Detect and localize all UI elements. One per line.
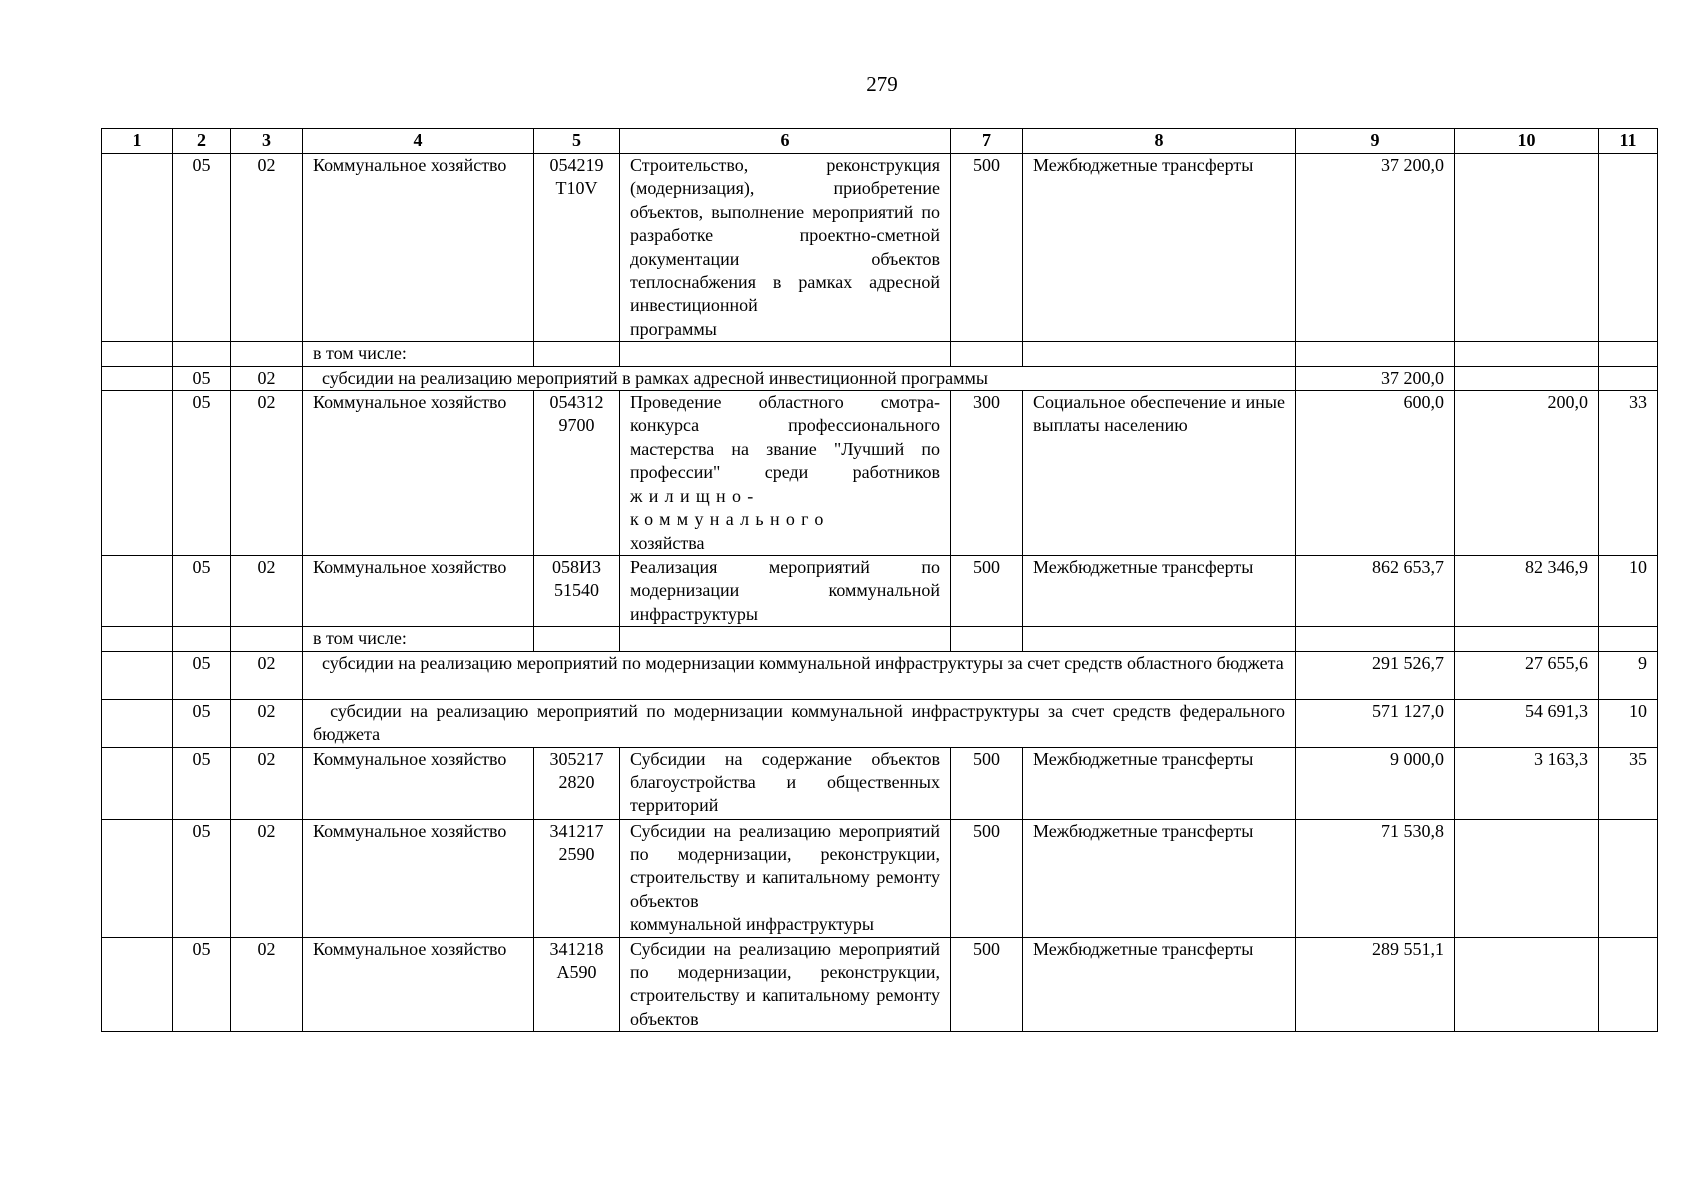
expense-text: Строительство, реконструкция (модернизация), приобретение объектов, выполнение мероприятий по разработке проектно-сметной документации объектов теплоснабжения в рамках адресной инвестиционной bbox=[630, 155, 940, 316]
column-header-10: 10 bbox=[1455, 129, 1599, 154]
section-name: Коммунальное хозяйство bbox=[303, 391, 534, 556]
target-code-line-1: 058И3 bbox=[552, 556, 601, 577]
column-header-4: 4 bbox=[303, 129, 534, 154]
amount-plan: 37 200,0 bbox=[1296, 154, 1455, 342]
column-header-1: 1 bbox=[102, 129, 173, 154]
column-header-6: 6 bbox=[620, 129, 951, 154]
subsidy-description bbox=[303, 651, 1296, 699]
table-row bbox=[102, 154, 1658, 342]
amount-plan: 289 551,1 bbox=[1296, 937, 1455, 1032]
cell-11 bbox=[1599, 342, 1658, 366]
cell-10 bbox=[1455, 342, 1599, 366]
expense-type-name: Межбюджетные трансферты bbox=[1023, 937, 1296, 1032]
amount-plan: 291 526,7 bbox=[1296, 651, 1455, 699]
amount-actual bbox=[1455, 819, 1599, 937]
subsection-code: 02 bbox=[231, 819, 303, 937]
cell-9 bbox=[1296, 627, 1455, 651]
expense-type-code: 300 bbox=[951, 391, 1023, 556]
cell-7 bbox=[951, 342, 1023, 366]
expense-text-spaced: жилищно-коммунального bbox=[630, 485, 830, 530]
subsection-code: 02 bbox=[231, 651, 303, 699]
amount-actual bbox=[1455, 154, 1599, 342]
subsection-code: 02 bbox=[231, 154, 303, 342]
page-number: 279 bbox=[866, 72, 898, 96]
including-label: в том числе: bbox=[303, 342, 534, 366]
cell-6 bbox=[620, 342, 951, 366]
percent: 10 bbox=[1599, 699, 1658, 747]
section-code: 05 bbox=[173, 937, 231, 1032]
section-name: Коммунальное хозяйство bbox=[303, 555, 534, 626]
target-code-line-2: T10V bbox=[555, 178, 598, 199]
target-code-line-2: 2820 bbox=[558, 771, 595, 792]
subsection-code: 02 bbox=[231, 555, 303, 626]
amount-plan: 71 530,8 bbox=[1296, 819, 1455, 937]
column-header-2: 2 bbox=[173, 129, 231, 154]
cell-7 bbox=[951, 627, 1023, 651]
amount-actual: 3 163,3 bbox=[1455, 747, 1599, 819]
cell-9 bbox=[1296, 342, 1455, 366]
cell-1 bbox=[102, 342, 173, 366]
expense-text-last: программы bbox=[630, 318, 717, 339]
cell-1 bbox=[102, 154, 173, 342]
expense-type-name: Межбюджетные трансферты bbox=[1023, 747, 1296, 819]
percent: 9 bbox=[1599, 651, 1658, 699]
amount-actual: 200,0 bbox=[1455, 391, 1599, 556]
subsection-code: 02 bbox=[231, 937, 303, 1032]
expense-description bbox=[620, 391, 951, 556]
budget-table bbox=[101, 128, 1658, 1032]
section-name: Коммунальное хозяйство bbox=[303, 819, 534, 937]
target-code bbox=[534, 747, 620, 819]
target-code-line-2: A590 bbox=[556, 961, 597, 982]
cell-1 bbox=[102, 651, 173, 699]
expense-type-code: 500 bbox=[951, 819, 1023, 937]
cell-10 bbox=[1455, 627, 1599, 651]
subsidy-description bbox=[303, 699, 1296, 747]
target-code-line-2: 9700 bbox=[558, 415, 595, 436]
target-code bbox=[534, 555, 620, 626]
target-code-line-1: 305217 bbox=[549, 748, 604, 769]
percent: 35 bbox=[1599, 747, 1658, 819]
cell-1 bbox=[102, 366, 173, 390]
expense-type-code: 500 bbox=[951, 937, 1023, 1032]
amount-plan: 862 653,7 bbox=[1296, 555, 1455, 626]
column-header-5: 5 bbox=[534, 129, 620, 154]
percent bbox=[1599, 937, 1658, 1032]
target-code bbox=[534, 819, 620, 937]
target-code bbox=[534, 154, 620, 342]
expense-text-last: хозяйства bbox=[630, 532, 705, 553]
table-row bbox=[102, 819, 1658, 937]
amount-plan: 9 000,0 bbox=[1296, 747, 1455, 819]
amount-plan: 37 200,0 bbox=[1296, 366, 1455, 390]
cell-6 bbox=[620, 627, 951, 651]
section-name: Коммунальное хозяйство bbox=[303, 747, 534, 819]
table-row bbox=[102, 747, 1658, 819]
including-label: в том числе: bbox=[303, 627, 534, 651]
amount-actual: 27 655,6 bbox=[1455, 651, 1599, 699]
expense-description bbox=[620, 937, 951, 1032]
cell-1 bbox=[102, 391, 173, 556]
percent bbox=[1599, 154, 1658, 342]
amount-actual: 82 346,9 bbox=[1455, 555, 1599, 626]
cell-3 bbox=[231, 342, 303, 366]
expense-description bbox=[620, 747, 951, 819]
expense-text: Субсидии на реализацию мероприятий по модернизации, реконструкции, строительству и капитальному ремонту объектов bbox=[630, 938, 940, 1029]
header-row bbox=[102, 129, 1658, 154]
subsidy-text: субсидии на реализацию мероприятий по модернизации коммунальной инфраструктуры за счет средств федерального бюджета bbox=[313, 700, 1285, 744]
cell-5 bbox=[534, 627, 620, 651]
cell-11 bbox=[1599, 627, 1658, 651]
amount-actual: 54 691,3 bbox=[1455, 699, 1599, 747]
cell-1 bbox=[102, 627, 173, 651]
target-code bbox=[534, 391, 620, 556]
table-body bbox=[102, 154, 1658, 1032]
target-code-line-1: 341218 bbox=[549, 938, 604, 959]
target-code-line-2: 51540 bbox=[554, 580, 599, 601]
cell-1 bbox=[102, 937, 173, 1032]
subsection-code: 02 bbox=[231, 747, 303, 819]
expense-type-code: 500 bbox=[951, 154, 1023, 342]
cell-1 bbox=[102, 819, 173, 937]
table-row bbox=[102, 391, 1658, 556]
section-code: 05 bbox=[173, 699, 231, 747]
expense-type-name: Социальное обеспечение и иные выплаты населению bbox=[1023, 391, 1296, 556]
target-code bbox=[534, 937, 620, 1032]
subsidy-text: субсидии на реализацию мероприятий в рамках адресной инвестиционной программы bbox=[313, 367, 988, 388]
expense-type-code: 500 bbox=[951, 555, 1023, 626]
section-code: 05 bbox=[173, 391, 231, 556]
percent: 33 bbox=[1599, 391, 1658, 556]
amount-plan: 571 127,0 bbox=[1296, 699, 1455, 747]
table-row bbox=[102, 937, 1658, 1032]
subsidy-row bbox=[102, 651, 1658, 699]
target-code-line-1: 054312 bbox=[549, 392, 604, 413]
cell-2 bbox=[173, 627, 231, 651]
column-header-8: 8 bbox=[1023, 129, 1296, 154]
expense-description bbox=[620, 555, 951, 626]
cell-8 bbox=[1023, 627, 1296, 651]
subsection-code: 02 bbox=[231, 699, 303, 747]
expense-type-code: 500 bbox=[951, 747, 1023, 819]
subsection-code: 02 bbox=[231, 366, 303, 390]
section-code: 05 bbox=[173, 154, 231, 342]
expense-text-last: коммунальной инфраструктуры bbox=[630, 914, 874, 935]
section-code: 05 bbox=[173, 819, 231, 937]
cell-3 bbox=[231, 627, 303, 651]
expense-description bbox=[620, 154, 951, 342]
cell-1 bbox=[102, 555, 173, 626]
amount-actual bbox=[1455, 366, 1599, 390]
amount-plan: 600,0 bbox=[1296, 391, 1455, 556]
expense-text-last: инфраструктуры bbox=[630, 603, 758, 624]
subsidy-text: субсидии на реализацию мероприятий по модернизации коммунальной инфраструктуры за счет средств областного бюджета bbox=[313, 652, 1284, 673]
percent bbox=[1599, 819, 1658, 937]
section-code: 05 bbox=[173, 747, 231, 819]
column-header-7: 7 bbox=[951, 129, 1023, 154]
cell-2 bbox=[173, 342, 231, 366]
expense-text: Проведение областного смотра-конкурса профессионального мастерства на звание "Лучший по профессии" среди работников bbox=[630, 392, 940, 483]
subsidy-description bbox=[303, 366, 1296, 390]
expense-text-last: территорий bbox=[630, 795, 719, 816]
percent bbox=[1599, 366, 1658, 390]
column-header-9: 9 bbox=[1296, 129, 1455, 154]
subsidy-row bbox=[102, 366, 1658, 390]
target-code-line-1: 341217 bbox=[549, 820, 604, 841]
expense-type-name: Межбюджетные трансферты bbox=[1023, 154, 1296, 342]
expense-text: Субсидии на содержание объектов благоустройства и общественных bbox=[630, 748, 940, 792]
section-code: 05 bbox=[173, 651, 231, 699]
expense-text: Реализация мероприятий по модернизации коммунальной bbox=[630, 556, 940, 601]
cell-5 bbox=[534, 342, 620, 366]
target-code-line-2: 2590 bbox=[558, 843, 595, 864]
including-row bbox=[102, 342, 1658, 366]
expense-type-name: Межбюджетные трансферты bbox=[1023, 555, 1296, 626]
subsidy-row bbox=[102, 699, 1658, 747]
cell-1 bbox=[102, 699, 173, 747]
cell-8 bbox=[1023, 342, 1296, 366]
column-header-11: 11 bbox=[1599, 129, 1658, 154]
expense-text: Субсидии на реализацию мероприятий по модернизации, реконструкции, строительству и капитальному ремонту объектов bbox=[630, 820, 940, 911]
target-code-line-1: 054219 bbox=[549, 155, 604, 175]
section-name: Коммунальное хозяйство bbox=[303, 937, 534, 1032]
section-code: 05 bbox=[173, 555, 231, 626]
including-row bbox=[102, 627, 1658, 651]
amount-actual bbox=[1455, 937, 1599, 1032]
table-row bbox=[102, 555, 1658, 626]
percent: 10 bbox=[1599, 555, 1658, 626]
subsection-code: 02 bbox=[231, 391, 303, 556]
expense-type-name: Межбюджетные трансферты bbox=[1023, 819, 1296, 937]
cell-1 bbox=[102, 747, 173, 819]
expense-description bbox=[620, 819, 951, 937]
column-header-3: 3 bbox=[231, 129, 303, 154]
section-name: Коммунальное хозяйство bbox=[303, 154, 534, 342]
section-code: 05 bbox=[173, 366, 231, 390]
